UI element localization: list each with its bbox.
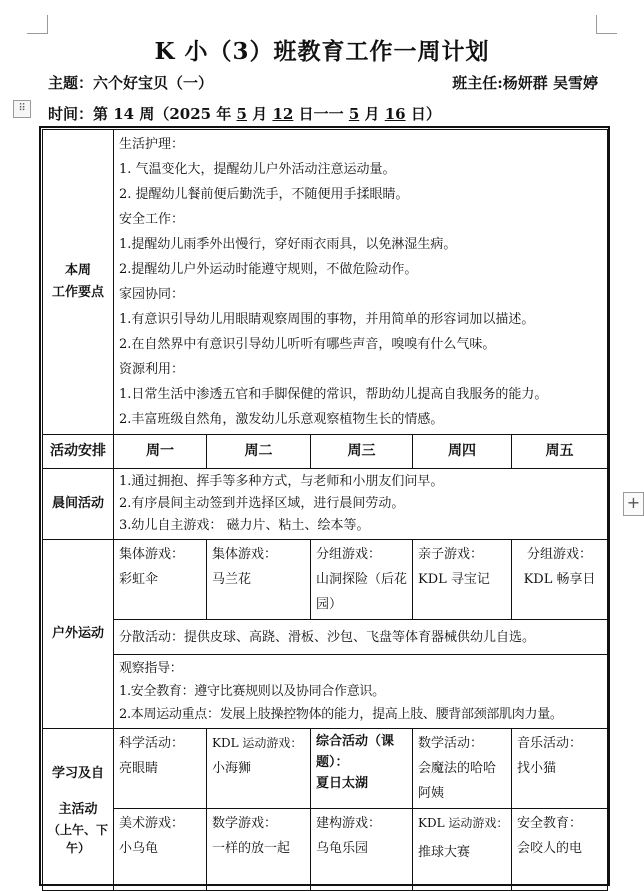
- schedule-label: 活动安排: [43, 435, 114, 469]
- study-thu-am[interactable]: 数学活动： 会魔法的哈哈阿姨: [413, 729, 512, 809]
- study-row-1: [43, 729, 608, 809]
- focus-content[interactable]: [114, 130, 608, 435]
- time-separator: 日一一: [298, 105, 344, 123]
- time-line: [48, 103, 441, 124]
- document-title: K 小（3）班教育工作一周计划: [154, 38, 490, 65]
- day-wednesday: 周三: [311, 435, 413, 469]
- focus-line: 资源利用：: [119, 362, 185, 377]
- study-label: 学习及自 主活动 （上午、下 午）: [43, 729, 114, 891]
- study-tue-pm[interactable]: 数学游戏： 一样的放一起: [207, 809, 311, 891]
- time-prefix: 时间：第 14 周（2025 年: [48, 105, 232, 123]
- morning-label: 晨间活动: [43, 469, 114, 540]
- time-day-start: 12: [272, 105, 294, 123]
- focus-line: 2.提醒幼儿户外运动时能遵守规则，不做危险动作。: [119, 262, 418, 277]
- time-suffix: 日）: [410, 105, 441, 123]
- focus-line: 2. 提醒幼儿餐前便后勤洗手，不随便用手揉眼睛。: [119, 187, 409, 202]
- morning-row: [43, 469, 608, 540]
- study-mon-pm[interactable]: 美术游戏： 小乌龟: [114, 809, 207, 891]
- focus-line: 安全工作：: [119, 212, 185, 227]
- study-wed-pm[interactable]: 建构游戏： 乌龟乐园: [311, 809, 413, 891]
- teacher-line: 班主任:杨妍群 吴雪婷: [452, 74, 598, 92]
- study-wed-am[interactable]: 综合活动（课题）： 夏日太湖: [311, 729, 413, 809]
- outdoor-game-mon[interactable]: 集体游戏： 彩虹伞: [114, 540, 207, 620]
- time-month-unit-2: 月: [364, 105, 380, 123]
- outdoor-free-content[interactable]: 分散活动：提供皮球、高跷、滑板、沙包、飞盘等体育器械供幼儿自选。: [114, 620, 608, 655]
- time-month-start: 5: [236, 105, 247, 123]
- outdoor-game-wed[interactable]: 分组游戏： 山洞探险（后花园）: [311, 540, 413, 620]
- outdoor-free-row: [43, 620, 608, 655]
- study-fri-pm[interactable]: 安全教育： 会咬人的电: [512, 809, 608, 891]
- day-tuesday: 周二: [207, 435, 311, 469]
- table-move-handle-icon[interactable]: ⠿: [13, 100, 31, 118]
- time-day-end: 16: [384, 105, 406, 123]
- outdoor-observe-row: [43, 655, 608, 729]
- day-friday: 周五: [512, 435, 608, 469]
- focus-line: 1. 气温变化大，提醒幼儿户外活动注意运动量。: [119, 162, 396, 177]
- table-add-column-plus-icon[interactable]: +: [623, 492, 644, 516]
- day-monday: 周一: [114, 435, 207, 469]
- page-corner-mark-left: [27, 15, 48, 34]
- outdoor-game-fri[interactable]: 分组游戏： KDL 畅享日: [512, 540, 608, 620]
- morning-content[interactable]: [114, 469, 608, 540]
- focus-line: 1.有意识引导幼儿用眼睛观察周围的事物，并用简单的形容词加以描述。: [119, 312, 535, 327]
- study-thu-pm[interactable]: KDL 运动游戏： 推球大赛: [413, 809, 512, 891]
- page-corner-mark-right: [596, 15, 617, 34]
- outdoor-observe-content[interactable]: 观察指导： 1.安全教育：遵守比赛规则以及协同合作意识。 2.本周运动重点：发展上肢操控物体的能力，提高上肢、腰背部颈部肌肉力量。: [114, 655, 608, 729]
- outdoor-game-thu[interactable]: 亲子游戏： KDL 寻宝记: [413, 540, 512, 620]
- focus-line: 生活护理：: [119, 137, 185, 152]
- study-mon-am[interactable]: 科学活动： 亮眼睛: [114, 729, 207, 809]
- time-month-unit: 月: [252, 105, 268, 123]
- morning-line: 3.幼儿自主游戏： 磁力片、粘土、绘本等。: [119, 518, 370, 533]
- study-fri-am[interactable]: 音乐活动： 找小猫: [512, 729, 608, 809]
- time-month-end: 5: [348, 105, 360, 123]
- outdoor-game-tue[interactable]: 集体游戏： 马兰花: [207, 540, 311, 620]
- morning-line: 2.有序晨间主动签到并选择区域，进行晨间劳动。: [119, 496, 405, 511]
- focus-line: 家园协同：: [119, 287, 185, 302]
- day-thursday: 周四: [413, 435, 512, 469]
- focus-row: [43, 130, 608, 435]
- outdoor-label: 户外运动: [43, 540, 114, 729]
- outdoor-games-row: [43, 540, 608, 620]
- focus-line: 1.日常生活中渗透五官和手脚保健的常识，帮助幼儿提高自我服务的能力。: [119, 387, 548, 402]
- focus-line: 2.丰富班级自然角，激发幼儿乐意观察植物生长的情感。: [119, 412, 444, 427]
- weekly-plan-table: [42, 129, 608, 891]
- focus-line: 1.提醒幼儿雨季外出慢行，穿好雨衣雨具，以免淋湿生病。: [119, 237, 457, 252]
- theme-line: 主题：六个好宝贝（一）: [48, 74, 214, 92]
- study-row-2: [43, 809, 608, 891]
- focus-label: 本周 工作要点: [43, 130, 114, 435]
- study-tue-am[interactable]: KDL 运动游戏： 小海狮: [207, 729, 311, 809]
- schedule-header-row: [43, 435, 608, 469]
- focus-line: 2.在自然界中有意识引导幼儿听听有哪些声音，嗅嗅有什么气味。: [119, 337, 496, 352]
- morning-line: 1.通过拥抱、挥手等多种方式，与老师和小朋友们问早。: [119, 474, 444, 489]
